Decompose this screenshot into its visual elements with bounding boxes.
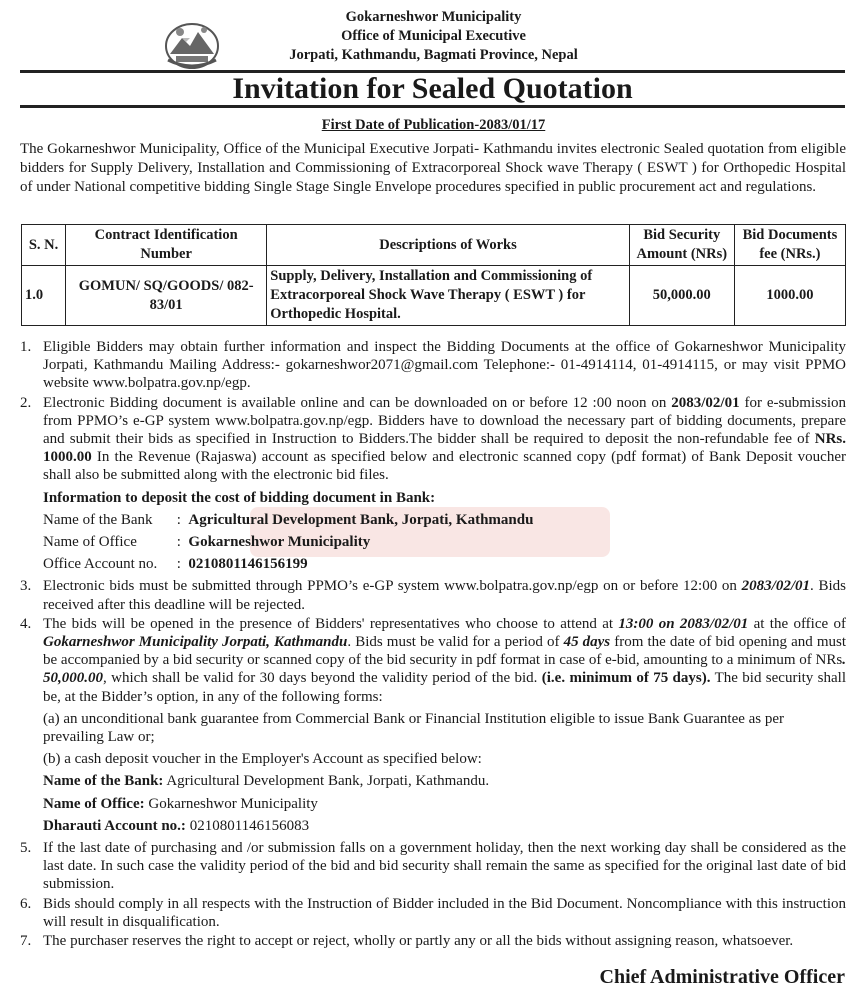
letterhead: [0, 8, 867, 70]
office-name: Office of Municipal Executive: [341, 28, 526, 44]
bid-security-amount: . 50,000.00: [43, 652, 846, 687]
col-contract-id: Contract Identification Number: [66, 225, 267, 266]
cell-description: Supply, Delivery, Installation and Commissioning of Extracorporeal Shock Wave Therapy ( ESWT ) for Orthopedic Hospital.: [267, 266, 629, 326]
bank-row: [20, 533, 846, 551]
bank-row: [20, 511, 846, 529]
item-number: 6.: [20, 895, 32, 912]
condition-6: [20, 895, 846, 931]
letterhead-text: [0, 8, 867, 65]
item-number: 4.: [20, 615, 32, 632]
condition-text: . Bids received after this deadline will be rejected.: [43, 578, 846, 613]
bank-row-label: Office Account no.: [43, 556, 158, 573]
condition-text: Electronic bids must be submitted through PPMO’s e-GP system www.bolpatra.gov.np/egp on or before 12:00 on: [43, 578, 742, 595]
submission-deadline: 2083/02/01: [741, 578, 811, 595]
minimum-validity: (i.e. minimum of 75 days).: [541, 670, 711, 687]
bank-row-sep: :: [176, 534, 181, 551]
conditions-list: [20, 338, 846, 951]
bank-row-label: Name of the Bank: [43, 511, 153, 528]
table-header-row: [22, 225, 846, 266]
condition-text: The bids will be opened in the presence of Bidders' representatives who choose to attend at: [43, 615, 619, 632]
download-deadline: 2083/02/01: [671, 394, 740, 411]
deposit-bank-label: Name of the Bank:: [43, 773, 164, 790]
deposit-account-value: 0210801146156083: [185, 817, 310, 834]
condition-text: If the last date of purchasing and /or submission falls on a government holiday, then the next working day shall be considered as the last date. In such case the validity period of the bid and bid security shall remain the same as specified for the original last date of bid submission.: [43, 840, 846, 893]
condition-4: [20, 615, 846, 706]
table-row: [22, 266, 846, 326]
deposit-bank-value: Agricultural Development Bank, Jorpati, Kathmandu.: [163, 773, 490, 790]
condition-2: [20, 394, 846, 485]
publication-date: First Date of Publication-2083/01/17: [321, 117, 546, 133]
municipality-name: Gokarneshwor Municipality: [345, 9, 522, 25]
condition-text: for e-submission from PPMO’s e-GP system www.bolpatra.gov.np/egp. Bidders have to download the necessary part of bidding documents, prepare and submit their bids as specified in Instruction to Bidders.The bidder shall be required to deposit the non-refundable fee of: [43, 394, 846, 448]
security-option-b: (b) a cash deposit voucher in the Employer's Account as specified below:: [43, 751, 482, 768]
signatory-title: Chief Administrative Officer: [599, 966, 845, 988]
bank-row-value: Agricultural Development Bank, Jorpati, Kathmandu: [188, 511, 534, 528]
security-option-a: (a) an unconditional bank guarantee from Commercial Bank or Financial Institution eligible to issue Bank Guarantee as per prevailing Law or;: [43, 710, 785, 746]
condition-text: The purchaser reserves the right to accept or reject, wholly or partly any or all the bids without assigning reason, whatsoever.: [43, 933, 794, 950]
condition-5: [20, 839, 846, 894]
col-fee: Bid Documents fee (NRs.): [734, 225, 845, 266]
condition-text: Eligible Bidders may obtain further information and inspect the Bidding Documents at the office of Gokarneshwor Municipality Jorpati, Kathmandu Mailing Address:- gokarneshwor2071@gmail.com Telephone:- 01-4914114, 01-4914115, or may visit PPMO website www.bolpatra.gov.np/egp.: [43, 339, 846, 392]
deposit-account-label: Dharauti Account no.:: [43, 817, 186, 834]
item-number: 2.: [20, 394, 32, 411]
intro-paragraph: The Gokarneshwor Municipality, Office of the Municipal Executive Jorpati- Kathmandu invites electronic Sealed quotation from eligible bidders for Supply Delivery, Installation and Commissioning of Extracorporeal Shock wave Therapy ( ESWT ) for Orthopedic Hospital of under National competitive bidding Single Stage Single Envelope procedures specified in public procurement act and regulations.: [20, 141, 846, 195]
item-number: 3.: [20, 578, 32, 595]
condition-text: In the Revenue (Rajaswa) account as specified below and electronic scanned copy (pdf format) of Bank Deposit voucher shall also be submitted along with the electronic bid files.: [43, 449, 846, 484]
col-sn: S. N.: [22, 225, 66, 266]
col-bid-security: Bid Security Amount (NRs): [629, 225, 734, 266]
deposit-account: [20, 817, 846, 835]
opening-office: Gokarneshwor Municipality Jorpati, Kathmandu: [43, 634, 348, 651]
item-number: 7.: [20, 933, 32, 950]
condition-7: [20, 932, 846, 950]
item-number: 1.: [20, 339, 32, 355]
condition-text: The bid security shall be, at the Bidder’s option, in any of the following forms:: [43, 670, 846, 705]
cell-contract-id: GOMUN/ SQ/GOODS/ 082-83/01: [66, 266, 267, 326]
deposit-office-value: Gokarneshwor Municipality: [144, 795, 318, 812]
condition-text: Electronic Bidding document is available online and can be downloaded on or before 12 :00 noon on: [43, 394, 672, 411]
bank-row-sep: :: [176, 556, 181, 573]
cell-fee: 1000.00: [734, 266, 845, 326]
bank-row: [20, 555, 846, 573]
condition-text: Bids should comply in all respects with the Instruction of Bidder included in the Bid Document. Noncompliance with this instruction will result in disqualification.: [43, 895, 846, 930]
condition-text: . Bids must be valid for a period of: [347, 634, 564, 651]
col-description: Descriptions of Works: [267, 225, 629, 266]
deposit-office-label: Name of Office:: [43, 795, 145, 812]
item-number: 5.: [20, 840, 32, 857]
bank-row-value: Gokarneshwor Municipality: [188, 534, 371, 551]
validity-days: 45 days: [563, 634, 611, 651]
condition-text: from the date of bid opening and must be accompanied by a bid security or scanned copy of the bid security in pdf format in case of e-bid, amounting to a minimum of NRs: [43, 634, 847, 669]
condition-text: , which shall be valid for 30 days beyond the validity period of the bid.: [103, 670, 542, 687]
document-fee: NRs. 1000.00: [43, 431, 846, 466]
condition-1: [20, 338, 846, 393]
contract-table: [21, 224, 846, 326]
bank-row-sep: :: [176, 511, 181, 528]
bank-row-label: Name of Office: [43, 534, 137, 551]
condition-text: at the office of: [748, 615, 846, 632]
office-address: Jorpati, Kathmandu, Bagmati Province, Nepal: [289, 47, 578, 63]
deposit-bank: [20, 772, 846, 790]
deposit-office: [20, 795, 846, 813]
notice-title: Invitation for Sealed Quotation: [20, 70, 845, 108]
condition-3: [20, 577, 846, 613]
cell-bid-security: 50,000.00: [629, 266, 734, 326]
opening-time: 13:00 on 2083/02/01: [618, 615, 749, 632]
bank-info-heading: Information to deposit the cost of bidding document in Bank:: [43, 489, 436, 506]
bank-row-value: 0210801146156199: [188, 556, 308, 573]
cell-sn: 1.0: [22, 266, 66, 326]
